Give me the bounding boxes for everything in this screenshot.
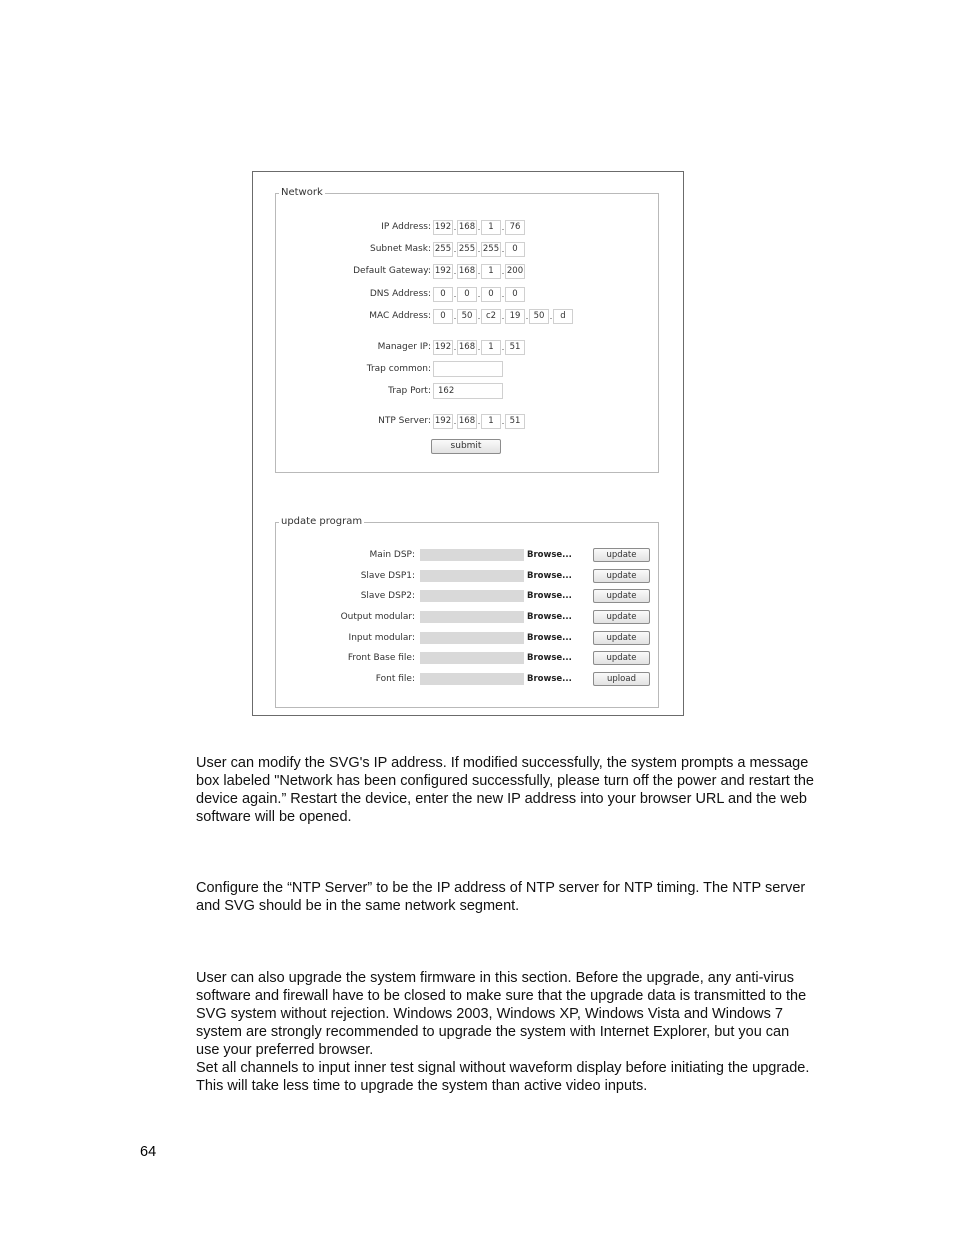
slave-dsp1-file-input[interactable]: [420, 570, 524, 582]
network-legend: Network: [281, 187, 323, 198]
front-base-file-update-button[interactable]: update: [593, 651, 650, 665]
output-modular-update-button[interactable]: update: [593, 610, 650, 624]
slave-dsp1-label: Slave DSP1:: [360, 571, 415, 581]
mac-address-field[interactable]: 0 . 50 . c2 . 19 . 50 . d: [433, 308, 573, 324]
ip-address-row: [253, 219, 683, 235]
trap-common-label: Trap common:: [366, 364, 431, 374]
update-row-front-base-file: [253, 651, 683, 665]
slave-dsp2-update-button[interactable]: update: [593, 589, 650, 603]
update-row-slave-dsp2: [253, 589, 683, 603]
font-file-label: Font file:: [375, 674, 415, 684]
trap-common-row: [253, 361, 683, 377]
mac-part-6[interactable]: d: [553, 309, 573, 324]
mac-address-row: [253, 308, 683, 324]
update-row-font-file: [253, 672, 683, 686]
page-number: 64: [140, 1144, 157, 1160]
mac-part-1[interactable]: 0: [433, 309, 453, 324]
default-gateway-row: [253, 263, 683, 279]
main-dsp-file-input[interactable]: [420, 549, 524, 561]
mac-part-5[interactable]: 50: [529, 309, 549, 324]
output-modular-label: Output modular:: [340, 612, 415, 622]
mac-part-3[interactable]: c2: [481, 309, 501, 324]
dns-octet-2[interactable]: 0: [457, 287, 477, 302]
subnet-octet-4[interactable]: 0: [505, 242, 525, 257]
subnet-mask-label: Subnet Mask:: [370, 244, 431, 254]
ntp-server-label: NTP Server:: [378, 416, 431, 426]
input-modular-update-button[interactable]: update: [593, 631, 650, 645]
gateway-octet-1[interactable]: 192: [433, 264, 453, 279]
main-dsp-label: Main DSP:: [369, 550, 415, 560]
font-file-upload-button[interactable]: upload: [593, 672, 650, 686]
ip-address-label: IP Address:: [381, 222, 431, 232]
update-row-slave-dsp1: [253, 569, 683, 583]
trap-port-row: [253, 383, 683, 399]
slave-dsp1-update-button[interactable]: update: [593, 569, 650, 583]
ntp-octet-4[interactable]: 51: [505, 414, 525, 429]
update-program-legend: update program: [281, 516, 363, 527]
manager-octet-4[interactable]: 51: [505, 340, 525, 355]
ntp-octet-1[interactable]: 192: [433, 414, 453, 429]
input-modular-label: Input modular:: [348, 633, 415, 643]
update-row-output-modular: [253, 610, 683, 624]
ntp-octet-2[interactable]: 168: [457, 414, 477, 429]
network-fieldset: [275, 187, 659, 473]
ntp-server-row: [253, 413, 683, 429]
paragraph-ntp: Configure the “NTP Server” to be the IP address of NTP server for NTP timing. The NTP server and SVG should be in the same network segment.: [196, 880, 806, 914]
output-modular-file-input[interactable]: [420, 611, 524, 623]
trap-port-label: Trap Port:: [388, 386, 431, 396]
dns-octet-4[interactable]: 0: [505, 287, 525, 302]
manager-octet-3[interactable]: 1: [481, 340, 501, 355]
update-row-main-dsp: [253, 548, 683, 562]
slave-dsp2-browse-button[interactable]: Browse...: [527, 591, 572, 601]
ntp-server-field[interactable]: 192 . 168 . 1 . 51: [433, 413, 525, 429]
paragraph-upgrade: User can also upgrade the system firmware in this section. Before the upgrade, any anti-virus software and firewall have to be closed to make sure that the upgrade data is transmitted to the SVG system without rejection. Windows 2003, Windows XP, Windows Vista and Windows 7 system are strongly recommended to upgrade the system with Internet Explorer, but you can use your preferred browser.: [196, 970, 807, 1058]
gateway-octet-3[interactable]: 1: [481, 264, 501, 279]
gateway-octet-2[interactable]: 168: [457, 264, 477, 279]
front-base-file-input[interactable]: [420, 652, 524, 664]
gateway-octet-4[interactable]: 200: [505, 264, 525, 279]
ip-address-field[interactable]: 192 . 168 . 1 . 76: [433, 219, 525, 235]
default-gateway-label: Default Gateway:: [353, 266, 431, 276]
settings-screenshot: [252, 171, 684, 716]
mac-part-2[interactable]: 50: [457, 309, 477, 324]
update-row-input-modular: [253, 631, 683, 645]
mac-part-4[interactable]: 19: [505, 309, 525, 324]
main-dsp-update-button[interactable]: update: [593, 548, 650, 562]
paragraph-ip-modify: User can modify the SVG's IP address. If modified successfully, the system prompts a message box labeled "Network has been configured successfully, please turn off the power and restart the device again.” Restart the device, enter the new IP address into your browser URL and the web software will be opened.: [196, 755, 814, 825]
trap-common-input[interactable]: [433, 361, 503, 377]
slave-dsp1-browse-button[interactable]: Browse...: [527, 571, 572, 581]
ntp-octet-3[interactable]: 1: [481, 414, 501, 429]
manager-octet-1[interactable]: 192: [433, 340, 453, 355]
font-file-input[interactable]: [420, 673, 524, 685]
manager-octet-2[interactable]: 168: [457, 340, 477, 355]
submit-button[interactable]: submit: [431, 439, 501, 454]
ip-octet-3[interactable]: 1: [481, 220, 501, 235]
subnet-octet-2[interactable]: 255: [457, 242, 477, 257]
input-modular-file-input[interactable]: [420, 632, 524, 644]
subnet-octet-3[interactable]: 255: [481, 242, 501, 257]
dns-octet-3[interactable]: 0: [481, 287, 501, 302]
ip-octet-2[interactable]: 168: [457, 220, 477, 235]
dns-address-label: DNS Address:: [369, 289, 431, 299]
subnet-mask-field[interactable]: 255 . 255 . 255 . 0: [433, 241, 525, 257]
main-dsp-browse-button[interactable]: Browse...: [527, 550, 572, 560]
ip-octet-4[interactable]: 76: [505, 220, 525, 235]
manager-ip-row: [253, 339, 683, 355]
input-modular-browse-button[interactable]: Browse...: [527, 633, 572, 643]
mac-address-label: MAC Address:: [369, 311, 431, 321]
trap-port-input[interactable]: 162: [433, 383, 503, 399]
front-base-file-label: Front Base file:: [347, 653, 415, 663]
manager-ip-field[interactable]: 192 . 168 . 1 . 51: [433, 339, 525, 355]
paragraph-test-signal: Set all channels to input inner test signal without waveform display before initiating the upgrade. This will take less time to upgrade the system than active video inputs.: [196, 1060, 810, 1094]
ip-octet-1[interactable]: 192: [433, 220, 453, 235]
slave-dsp2-label: Slave DSP2:: [360, 591, 415, 601]
default-gateway-field[interactable]: 192 . 168 . 1 . 200: [433, 263, 525, 279]
subnet-mask-row: [253, 241, 683, 257]
output-modular-browse-button[interactable]: Browse...: [527, 612, 572, 622]
dns-octet-1[interactable]: 0: [433, 287, 453, 302]
dns-address-row: [253, 286, 683, 302]
font-file-browse-button[interactable]: Browse...: [527, 674, 572, 684]
dns-address-field[interactable]: 0 . 0 . 0 . 0: [433, 286, 525, 302]
subnet-octet-1[interactable]: 255: [433, 242, 453, 257]
front-base-file-browse-button[interactable]: Browse...: [527, 653, 572, 663]
slave-dsp2-file-input[interactable]: [420, 590, 524, 602]
manager-ip-label: Manager IP:: [377, 342, 431, 352]
